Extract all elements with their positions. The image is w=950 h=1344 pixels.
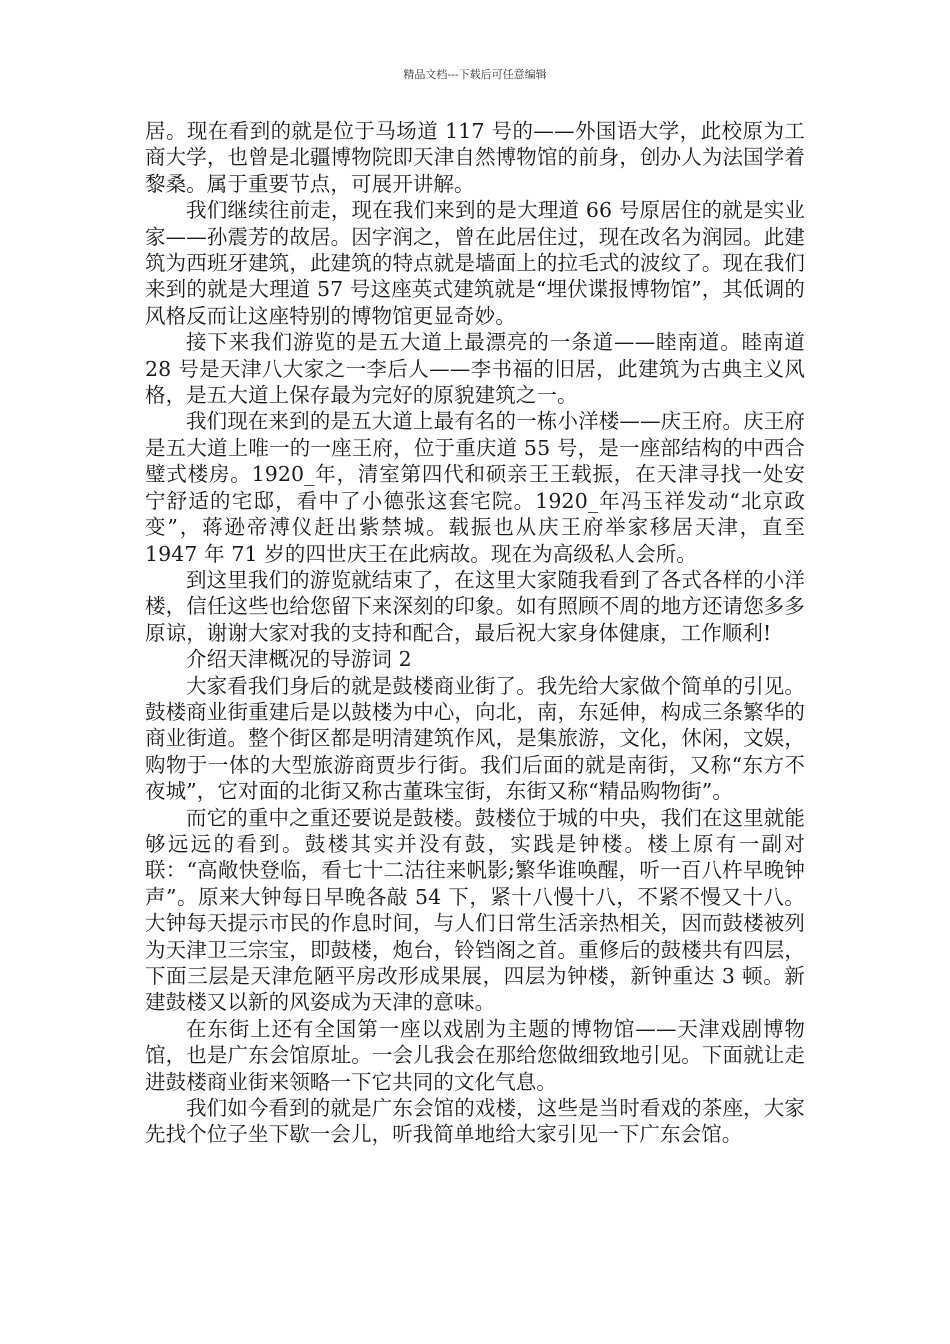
paragraph: 接下来我们游览的是五大道上最漂亮的一条道——睦南道。睦南道 28 号是天津八大家之一李后人——李书福的旧居，此建筑为古典主义风格，是五大道上保存最为完好的原貌建筑之一。 bbox=[145, 330, 805, 408]
paragraph: 在东街上还有全国第一座以戏剧为主题的博物馆——天津戏剧博物馆，也是广东会馆原址。一会儿我会在那给您做细致地引见。下面就让走进鼓楼商业街来领略一下它共同的文化气息。 bbox=[145, 1016, 805, 1094]
document-body bbox=[145, 118, 805, 1148]
paragraph: 我们现在来到的是五大道上最有名的一栋小洋楼——庆王府。庆王府是五大道上唯一的一座王府，位于重庆道 55 号，是一座部结构的中西合璧式楼房。1920_年，清室第四代和硕亲王王载振，在天津寻找一处安宁舒适的宅邸，看中了小德张这套宅院。1920_年冯玉祥发动“北京政变”，蒋逊帝溥仪赶出紫禁城。载振也从庆王府举家移居天津，直至 1947 年 71 岁的四世庆王在此病故。现在为高级私人会所。 bbox=[145, 409, 805, 566]
section-heading: 介绍天津概况的导游词 2 bbox=[186, 647, 412, 672]
paragraph: 到这里我们的游览就结束了，在这里大家随我看到了各式各样的小洋楼，信任这些也给您留下来深刻的印象。如有照顾不周的地方还请您多多原谅，谢谢大家对我的支持和配合，最后祝大家身体健康，工作顺利! bbox=[145, 567, 805, 645]
paragraph: 居。现在看到的就是位于马场道 117 号的——外国语大学，此校原为工商大学，也曾是北疆博物院即天津自然博物馆的前身，创办人为法国学着黎桑。属于重要节点，可展开讲解。 bbox=[145, 119, 805, 196]
page-header: 精品文档---下载后可任意编辑 bbox=[403, 68, 547, 81]
paragraph: 而它的重中之重还要说是鼓楼。鼓楼位于城的中央，我们在这里就能够远远的看到。鼓楼其实并没有鼓，实践是钟楼。楼上原有一副对联：“高敞快登临，看七十二沽往来帆影;繁华谁唤醒，听一百八杵早晚钟声”。原来大钟每日早晚各敲 54 下，紧十八慢十八，不紧不慢又十八。大钟每天提示市民的作息时间，与人们日常生活亲热相关，因而鼓楼被列为天津卫三宗宝，即鼓楼，炮台，铃铛阁之首。重修后的鼓楼共有四层，下面三层是天津危陋平房改形成果展，四层为钟楼，新钟重达 3 顿。新建鼓楼又以新的风姿成为天津的意味。 bbox=[145, 805, 805, 1015]
paragraph: 大家看我们身后的就是鼓楼商业街了。我先给大家做个简单的引见。鼓楼商业街重建后是以鼓楼为中心，向北，南，东延伸，构成三条繁华的商业街道。整个街区都是明清建筑作风，是集旅游，文化，休闲，文娱，购物于一体的大型旅游商贾步行街。我们后面的就是南街，又称“东方不夜城”，它对面的北街又称古董珠宝街，东街又称“精品购物街”。 bbox=[145, 673, 805, 804]
paragraph: 我们继续往前走，现在我们来到的是大理道 66 号原居住的就是实业家——孙震芳的故居。因字润之，曾在此居住过，现在改名为润园。此建筑为西班牙建筑，此建筑的特点就是墙面上的拉毛式的波纹了。现在我们来到的就是大理道 57 号这座英式建筑就是“埋伏谍报博物馆”，其低调的风格反而让这座特别的博物馆更显奇妙。 bbox=[145, 198, 805, 328]
paragraph: 我们如今看到的就是广东会馆的戏楼，这些是当时看戏的茶座，大家先找个位子坐下歇一会儿，听我简单地给大家引见一下广东会馆。 bbox=[145, 1096, 805, 1147]
